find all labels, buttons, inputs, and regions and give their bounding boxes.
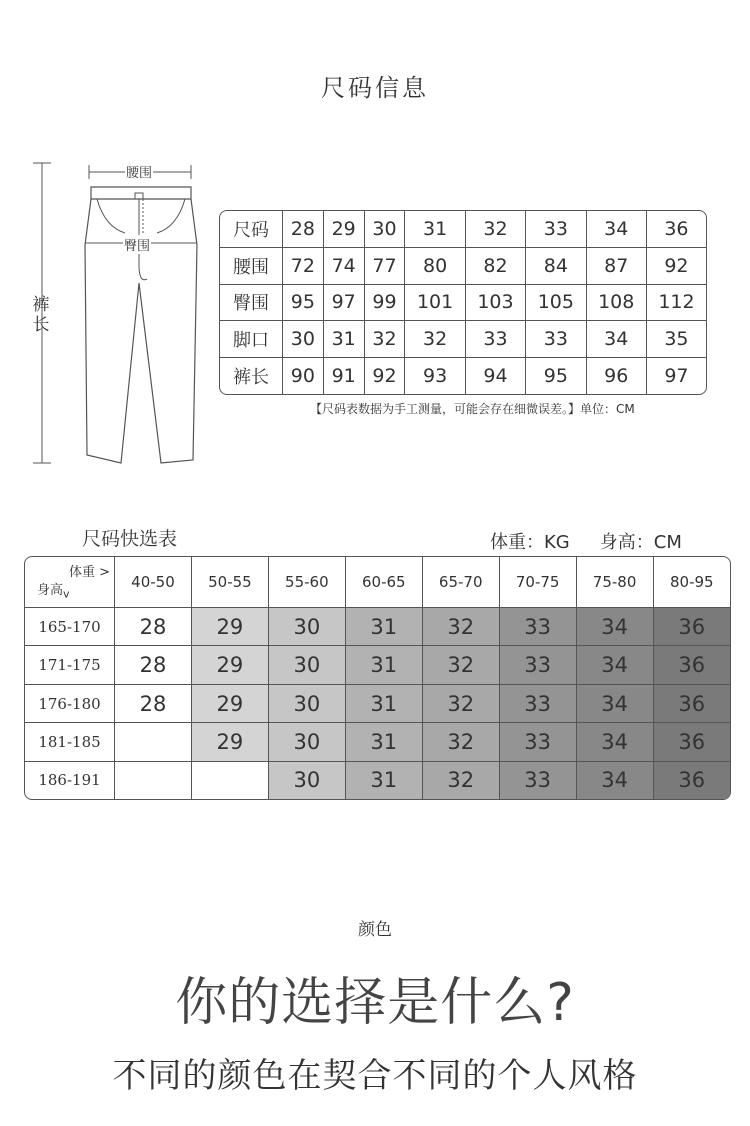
waist-label: 腰围 <box>125 162 153 181</box>
size-cell: 28 <box>283 211 324 247</box>
quick-size-cell: 28 <box>115 608 192 646</box>
quick-size-cell: 33 <box>499 761 576 799</box>
weight-header: 70-75 <box>499 557 576 608</box>
quick-size-cell: 36 <box>653 761 730 799</box>
size-cell: 32 <box>465 211 525 247</box>
size-cell: 29 <box>323 211 364 247</box>
size-cell: 90 <box>283 358 324 394</box>
weight-header: 75-80 <box>576 557 653 608</box>
quick-size-cell: 29 <box>191 684 268 722</box>
size-cell: 82 <box>465 247 525 284</box>
size-cell: 99 <box>364 284 405 321</box>
quick-size-cell: 33 <box>499 646 576 684</box>
size-cell: 95 <box>526 358 586 394</box>
weight-header: 65-70 <box>422 557 499 608</box>
size-cell: 105 <box>526 284 586 321</box>
quick-size-cell <box>191 761 268 799</box>
quick-size-cell: 33 <box>499 723 576 761</box>
quick-size-cell: 31 <box>345 723 422 761</box>
size-cell: 92 <box>646 247 706 284</box>
size-cell: 87 <box>586 247 646 284</box>
height-header: 165-170 <box>25 608 115 646</box>
subheadline: 不同的颜色在契合不同的个人风格 <box>112 1056 638 1096</box>
height-header: 186-191 <box>25 761 115 799</box>
quick-size-cell: 33 <box>499 608 576 646</box>
trousers-diagram <box>25 155 210 475</box>
quick-size-cell: 36 <box>653 684 730 722</box>
quick-size-cell: 33 <box>499 684 576 722</box>
size-table <box>219 210 707 395</box>
quick-size-cell: 31 <box>345 684 422 722</box>
quick-size-cell: 34 <box>576 723 653 761</box>
weight-header: 60-65 <box>345 557 422 608</box>
size-cell: 93 <box>405 358 465 394</box>
size-table-row <box>220 284 706 321</box>
size-cell: 97 <box>664 365 689 388</box>
headline: 你的选择是什么? <box>175 973 575 1033</box>
page-title: 尺码信息 <box>321 74 429 102</box>
size-cell: 33 <box>526 211 586 247</box>
size-cell: 72 <box>283 247 324 284</box>
size-cell: 33 <box>465 321 525 358</box>
size-row-label: 尺码 <box>220 211 283 247</box>
quick-size-cell: 32 <box>422 608 499 646</box>
weight-header: 55-60 <box>268 557 345 608</box>
measurement-note: 【尺码表数据为手工测量，可能会存在细微误差。】单位：CM <box>310 402 635 416</box>
quick-row <box>25 723 730 761</box>
quick-size-cell: 29 <box>191 608 268 646</box>
size-row-label: 裤长 <box>220 358 283 394</box>
quick-size-cell: 36 <box>653 646 730 684</box>
quick-row <box>25 608 730 646</box>
trousers-outline <box>25 155 210 475</box>
height-header: 181-185 <box>25 723 115 761</box>
quick-size-cell: 31 <box>345 646 422 684</box>
quick-size-cell: 30 <box>268 608 345 646</box>
weight-header: 80-95 <box>653 557 730 608</box>
size-cell: 108 <box>586 284 646 321</box>
quick-size-cell: 31 <box>345 608 422 646</box>
size-cell: 103 <box>465 284 525 321</box>
weight-header: 50-55 <box>191 557 268 608</box>
quick-size-cell: 34 <box>576 646 653 684</box>
quick-size-cell: 31 <box>345 761 422 799</box>
size-table-row <box>220 247 706 284</box>
size-cell: 97 <box>323 284 364 321</box>
size-table-row <box>220 211 706 247</box>
corner-height: 身高$_v$ <box>37 583 70 601</box>
weight-unit: 体重：KG <box>490 532 570 553</box>
corner-weight: 体重 > <box>68 565 110 580</box>
size-cell: 112 <box>646 284 706 321</box>
quick-size-cell: 28 <box>115 646 192 684</box>
size-cell: 94 <box>465 358 525 394</box>
size-table-row <box>220 321 706 358</box>
quick-select-title: 尺码快选表 <box>82 528 178 550</box>
quick-size-cell: 36 <box>653 608 730 646</box>
length-label: 裤长 <box>32 295 50 335</box>
size-cell: 30 <box>283 321 324 358</box>
quick-size-cell: 30 <box>268 646 345 684</box>
size-cell: 35 <box>646 321 706 358</box>
quick-size-cell <box>115 761 192 799</box>
size-cell: 34 <box>586 211 646 247</box>
height-header: 176-180 <box>25 684 115 722</box>
quick-size-cell: 29 <box>191 723 268 761</box>
quick-size-cell: 30 <box>268 723 345 761</box>
quick-size-cell: 32 <box>422 646 499 684</box>
size-table-row <box>220 358 706 394</box>
size-cell: 32 <box>405 321 465 358</box>
quick-select-table <box>24 556 731 800</box>
quick-size-cell: 34 <box>576 608 653 646</box>
quick-size-cell: 30 <box>268 684 345 722</box>
size-cell: 92 <box>364 358 405 394</box>
quick-row <box>25 761 730 799</box>
color-section-label: 颜色 <box>358 920 392 940</box>
size-cell: 32 <box>364 321 405 358</box>
size-cell: 34 <box>586 321 646 358</box>
quick-size-cell: 34 <box>576 684 653 722</box>
units-label <box>490 528 682 554</box>
height-unit: 身高：CM <box>599 532 682 553</box>
size-row-label: 臀围 <box>220 284 283 321</box>
quick-size-cell: 32 <box>422 761 499 799</box>
hip-label: 臀围 <box>123 235 151 254</box>
quick-size-cell <box>115 723 192 761</box>
size-cell: 77 <box>364 247 405 284</box>
size-cell: 31 <box>323 321 364 358</box>
quick-size-cell: 29 <box>191 646 268 684</box>
size-cell: 31 <box>405 211 465 247</box>
size-cell: 91 <box>323 358 364 394</box>
quick-size-cell: 34 <box>576 761 653 799</box>
size-cell: 33 <box>526 321 586 358</box>
quick-size-cell: 32 <box>422 684 499 722</box>
quick-row <box>25 684 730 722</box>
size-cell: 95 <box>283 284 324 321</box>
size-row-label: 腰围 <box>220 247 283 284</box>
quick-size-cell: 32 <box>422 723 499 761</box>
weight-header: 40-50 <box>115 557 192 608</box>
corner-header <box>25 557 115 608</box>
size-cell: 96 <box>586 358 646 394</box>
size-cell: 84 <box>526 247 586 284</box>
quick-size-cell: 28 <box>115 684 192 722</box>
height-header: 171-175 <box>25 646 115 684</box>
quick-size-cell: 30 <box>268 761 345 799</box>
size-cell: 30 <box>364 211 405 247</box>
size-cell: 80 <box>405 247 465 284</box>
size-cell: 74 <box>323 247 364 284</box>
quick-size-cell: 36 <box>653 723 730 761</box>
size-cell: 101 <box>405 284 465 321</box>
quick-row <box>25 646 730 684</box>
size-row-label: 脚口 <box>220 321 283 358</box>
size-cell: 36 <box>646 211 706 247</box>
